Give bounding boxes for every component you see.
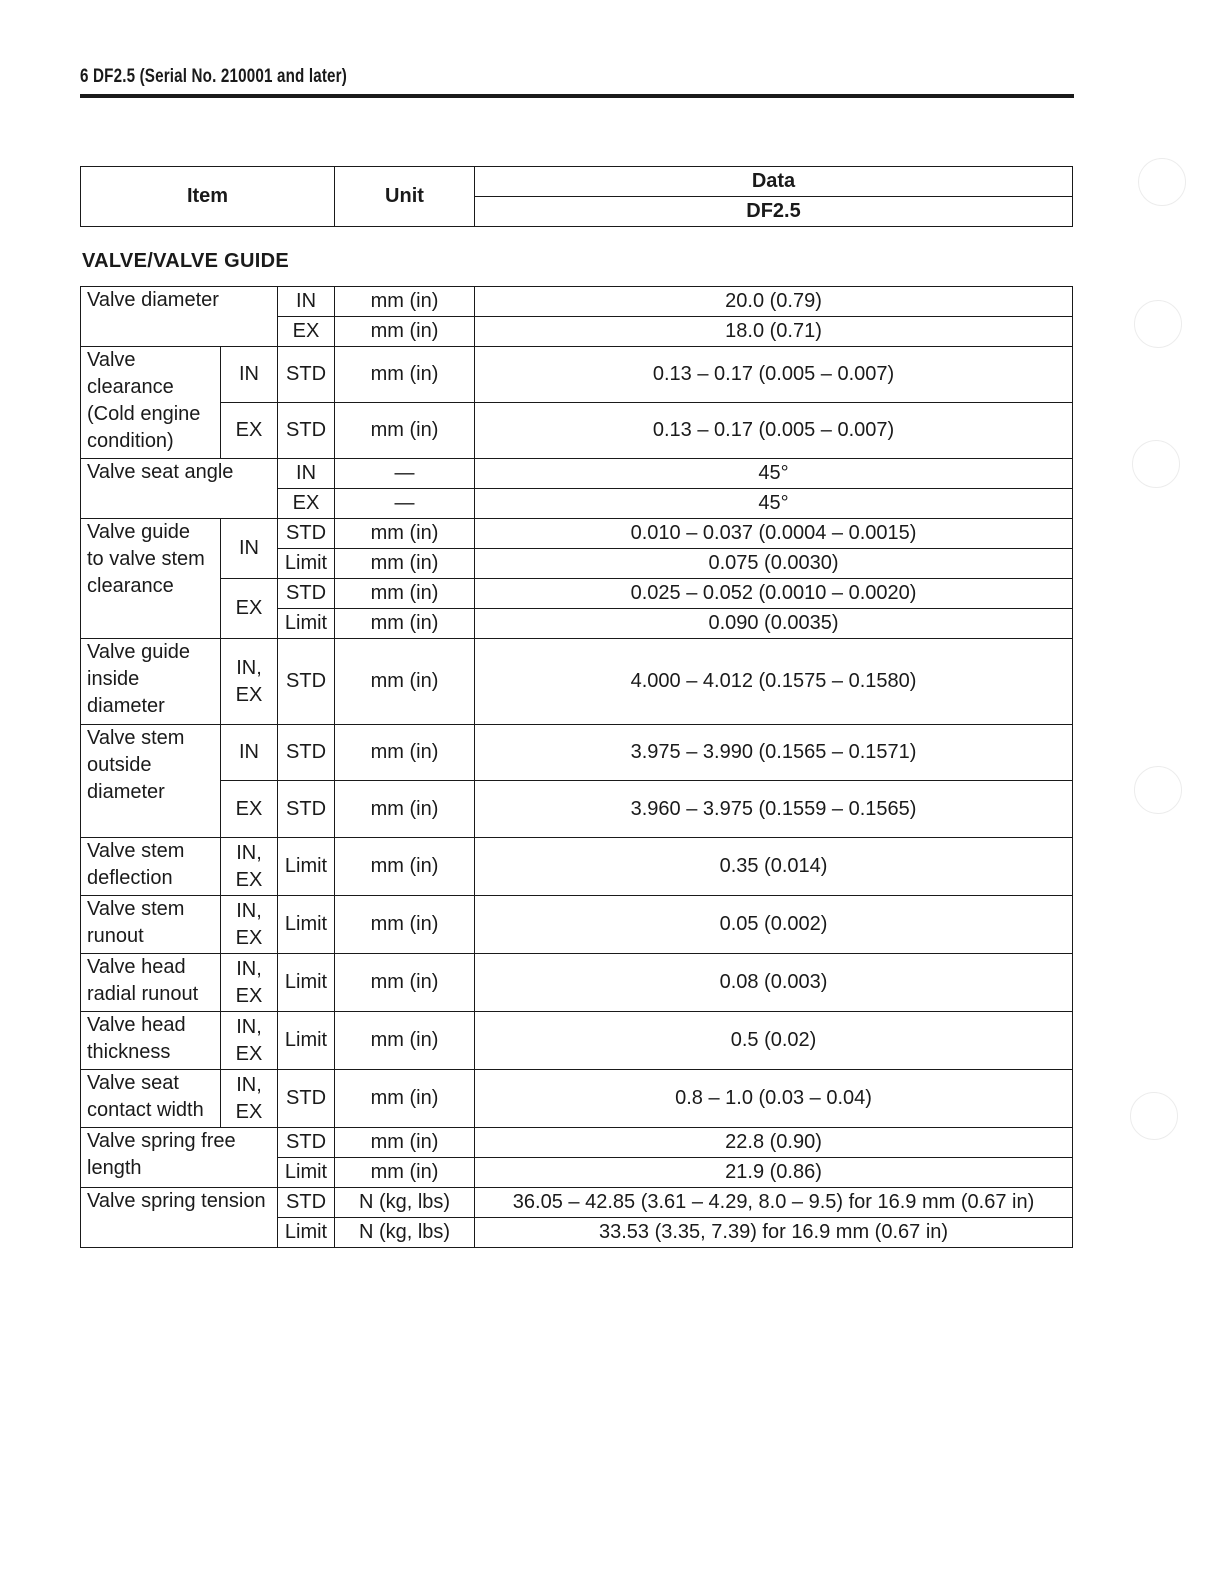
- value-cell: 0.5 (0.02): [475, 1012, 1073, 1070]
- unit-cell: —: [335, 459, 475, 489]
- value-cell: 4.000 – 4.012 (0.1575 – 0.1580): [475, 639, 1073, 725]
- value-cell: 20.0 (0.79): [475, 287, 1073, 317]
- section-title: VALVE/VALVE GUIDE: [82, 250, 289, 272]
- value-cell: 0.13 – 0.17 (0.005 – 0.007): [475, 347, 1073, 403]
- data-column-header: Data: [475, 167, 1073, 197]
- unit-cell: mm (in): [335, 549, 475, 579]
- cond-cell: IN: [278, 287, 335, 317]
- table-row: [81, 639, 1073, 725]
- cond-cell: Limit: [278, 954, 335, 1012]
- binder-hole-mark: [1134, 766, 1182, 814]
- table-row: [81, 1012, 1073, 1070]
- table-row: [81, 1128, 1073, 1158]
- value-cell: 22.8 (0.90): [475, 1128, 1073, 1158]
- unit-cell: mm (in): [335, 347, 475, 403]
- table-row: [81, 781, 1073, 838]
- side-cell: IN: [221, 347, 278, 403]
- value-cell: 0.08 (0.003): [475, 954, 1073, 1012]
- unit-cell: mm (in): [335, 1158, 475, 1188]
- binder-hole-mark: [1138, 158, 1186, 206]
- value-cell: 0.090 (0.0035): [475, 609, 1073, 639]
- value-cell: 0.025 – 0.052 (0.0010 – 0.0020): [475, 579, 1073, 609]
- cond-cell: STD: [278, 639, 335, 725]
- value-cell: 0.8 – 1.0 (0.03 – 0.04): [475, 1070, 1073, 1128]
- unit-cell: mm (in): [335, 403, 475, 459]
- cond-cell: STD: [278, 1188, 335, 1218]
- side-cell: EX: [221, 403, 278, 459]
- unit-cell: mm (in): [335, 519, 475, 549]
- unit-cell: mm (in): [335, 287, 475, 317]
- table-row: [81, 459, 1073, 489]
- table-row: [81, 954, 1073, 1012]
- side-cell: EX: [221, 781, 278, 838]
- unit-cell: mm (in): [335, 1070, 475, 1128]
- value-cell: 3.960 – 3.975 (0.1559 – 0.1565): [475, 781, 1073, 838]
- model-column-header: DF2.5: [475, 197, 1073, 227]
- binder-hole-mark: [1134, 300, 1182, 348]
- cond-cell: EX: [278, 489, 335, 519]
- cond-cell: Limit: [278, 549, 335, 579]
- value-cell: 45°: [475, 459, 1073, 489]
- value-cell: 45°: [475, 489, 1073, 519]
- value-cell: 0.075 (0.0030): [475, 549, 1073, 579]
- table-row: [81, 1070, 1073, 1128]
- binder-hole-mark: [1132, 440, 1180, 488]
- unit-cell: mm (in): [335, 838, 475, 896]
- value-cell: 0.35 (0.014): [475, 838, 1073, 896]
- cond-cell: STD: [278, 347, 335, 403]
- page-header: [80, 64, 1074, 98]
- unit-cell: N (kg, lbs): [335, 1188, 475, 1218]
- cond-cell: Limit: [278, 1158, 335, 1188]
- value-cell: 18.0 (0.71): [475, 317, 1073, 347]
- unit-cell: mm (in): [335, 896, 475, 954]
- cond-cell: EX: [278, 317, 335, 347]
- value-cell: 21.9 (0.86): [475, 1158, 1073, 1188]
- table-row: [81, 725, 1073, 781]
- cond-cell: Limit: [278, 838, 335, 896]
- row-label: Valve stem outside diameter: [81, 725, 221, 838]
- cond-cell: IN: [278, 459, 335, 489]
- cond-cell: STD: [278, 1070, 335, 1128]
- cond-cell: STD: [278, 403, 335, 459]
- column-header-table: [80, 166, 1073, 227]
- side-cell: IN, EX: [221, 896, 278, 954]
- row-label: Valve guide inside diameter: [81, 639, 221, 725]
- table-row: [81, 838, 1073, 896]
- cond-cell: STD: [278, 579, 335, 609]
- cond-cell: Limit: [278, 1012, 335, 1070]
- value-cell: 36.05 – 42.85 (3.61 – 4.29, 8.0 – 9.5) for 16.9 mm (0.67 in): [475, 1188, 1073, 1218]
- binder-hole-mark: [1130, 1092, 1178, 1140]
- cond-cell: STD: [278, 1128, 335, 1158]
- unit-cell: mm (in): [335, 579, 475, 609]
- row-label: Valve guide to valve stem clearance: [81, 519, 221, 639]
- table-row: [81, 519, 1073, 549]
- table-row: [81, 579, 1073, 609]
- unit-column-header: Unit: [335, 167, 475, 227]
- valve-spec-table: [80, 286, 1073, 1248]
- side-cell: IN: [221, 519, 278, 579]
- row-label: Valve spring tension: [81, 1188, 278, 1248]
- side-cell: IN, EX: [221, 838, 278, 896]
- table-row: [81, 347, 1073, 403]
- unit-cell: mm (in): [335, 639, 475, 725]
- unit-cell: mm (in): [335, 1012, 475, 1070]
- unit-cell: mm (in): [335, 317, 475, 347]
- side-cell: IN, EX: [221, 639, 278, 725]
- side-cell: EX: [221, 579, 278, 639]
- row-label: Valve head radial runout: [81, 954, 221, 1012]
- table-row: [81, 896, 1073, 954]
- row-label: Valve clearance (Cold engine condition): [81, 347, 221, 459]
- value-cell: 3.975 – 3.990 (0.1565 – 0.1571): [475, 725, 1073, 781]
- value-cell: 0.010 – 0.037 (0.0004 – 0.0015): [475, 519, 1073, 549]
- unit-cell: mm (in): [335, 954, 475, 1012]
- cond-cell: Limit: [278, 1218, 335, 1248]
- row-label: Valve diameter: [81, 287, 278, 347]
- row-label: Valve seat angle: [81, 459, 278, 519]
- cond-cell: STD: [278, 781, 335, 838]
- row-label: Valve spring free length: [81, 1128, 278, 1188]
- side-cell: IN, EX: [221, 954, 278, 1012]
- unit-cell: mm (in): [335, 1128, 475, 1158]
- row-label: Valve stem runout: [81, 896, 221, 954]
- row-label: Valve head thickness: [81, 1012, 221, 1070]
- unit-cell: N (kg, lbs): [335, 1218, 475, 1248]
- unit-cell: mm (in): [335, 609, 475, 639]
- page-header-text: 6 DF2.5 (Serial No. 210001 and later): [80, 66, 347, 87]
- row-label: Valve stem deflection: [81, 838, 221, 896]
- cond-cell: STD: [278, 725, 335, 781]
- cond-cell: Limit: [278, 896, 335, 954]
- cond-cell: STD: [278, 519, 335, 549]
- table-row: [81, 403, 1073, 459]
- row-label: Valve seat contact width: [81, 1070, 221, 1128]
- cond-cell: Limit: [278, 609, 335, 639]
- unit-cell: mm (in): [335, 725, 475, 781]
- unit-cell: —: [335, 489, 475, 519]
- table-row: [81, 287, 1073, 317]
- side-cell: IN, EX: [221, 1012, 278, 1070]
- unit-cell: mm (in): [335, 781, 475, 838]
- value-cell: 0.13 – 0.17 (0.005 – 0.007): [475, 403, 1073, 459]
- side-cell: IN: [221, 725, 278, 781]
- value-cell: 0.05 (0.002): [475, 896, 1073, 954]
- table-row: [81, 1188, 1073, 1218]
- value-cell: 33.53 (3.35, 7.39) for 16.9 mm (0.67 in): [475, 1218, 1073, 1248]
- item-column-header: Item: [81, 167, 335, 227]
- side-cell: IN, EX: [221, 1070, 278, 1128]
